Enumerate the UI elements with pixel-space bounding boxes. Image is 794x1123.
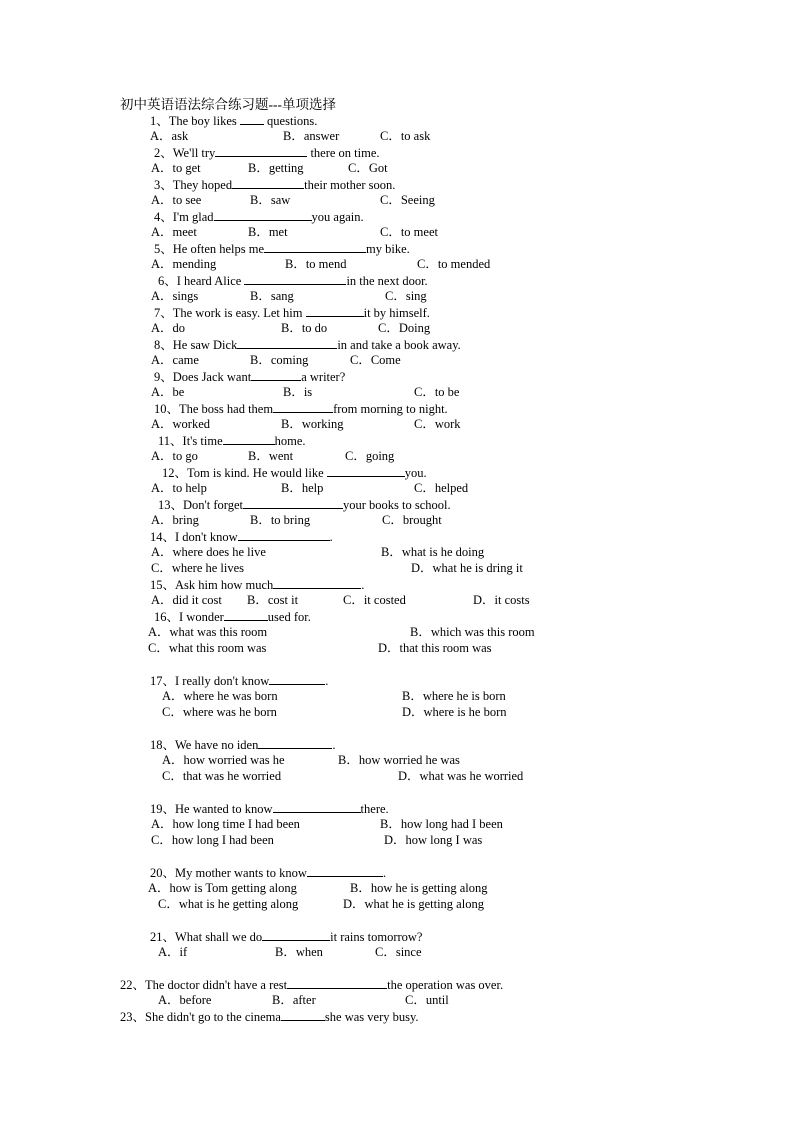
option-13-c[interactable]: C．brought [382, 513, 442, 527]
question-text-end: from morning to night. [333, 402, 448, 416]
question-text: 20、My mother wants to know [150, 866, 307, 880]
question-10 [154, 401, 448, 417]
question-text-end: . [325, 674, 329, 688]
question-text-end: in and take a book away. [337, 338, 461, 352]
option-3-a[interactable]: A．to see [151, 193, 202, 207]
option-10-c[interactable]: C．work [414, 417, 461, 431]
option-9-c[interactable]: C．to be [414, 385, 460, 399]
question-text: 11、It's time [158, 434, 223, 448]
option-20-c[interactable]: C．what is he getting along [158, 897, 299, 911]
answer-blank[interactable] [327, 465, 405, 477]
question-21 [150, 929, 422, 945]
question-text-end: you again. [311, 210, 364, 224]
answer-blank[interactable] [273, 401, 333, 413]
option-22-a[interactable]: A．before [158, 993, 212, 1007]
question-text: 3、They hoped [154, 178, 233, 192]
answer-blank[interactable] [238, 529, 330, 541]
question-text-end: my bike. [366, 242, 410, 256]
option-19-b[interactable]: B．how long had I been [380, 817, 503, 831]
question-8 [154, 337, 461, 353]
question-text: 21、What shall we do [150, 930, 263, 944]
answer-blank[interactable] [244, 273, 346, 285]
question-text-end: . [332, 738, 336, 752]
option-17-d[interactable]: D．where is he born [402, 705, 507, 719]
question-18 [150, 737, 335, 753]
option-18-c[interactable]: C．that was he worried [162, 769, 282, 783]
option-14-a[interactable]: A．where does he live [151, 545, 266, 559]
question-text-end: in the next door. [346, 274, 428, 288]
option-4-a[interactable]: A．meet [151, 225, 197, 239]
option-19-a[interactable]: A．how long time I had been [151, 817, 300, 831]
answer-blank[interactable] [214, 209, 312, 221]
question-text-end: the operation was over. [387, 978, 504, 992]
question-text-end: it rains tomorrow? [330, 930, 423, 944]
question-text: 2、We'll try [154, 146, 216, 160]
option-5-b[interactable]: B．to mend [285, 257, 347, 271]
question-text: 12、Tom is kind. He would like [162, 466, 327, 480]
question-text: 8、He saw Dick [154, 338, 238, 352]
answer-blank[interactable] [281, 1009, 325, 1021]
question-4 [154, 209, 364, 225]
option-4-c[interactable]: C．to meet [380, 225, 438, 239]
question-19 [150, 801, 389, 817]
question-text: 17、I really don't know [150, 674, 270, 688]
question-text-end: you. [404, 466, 427, 480]
question-17 [150, 673, 328, 689]
question-text: 19、He wanted to know [150, 802, 273, 816]
question-9 [154, 369, 345, 385]
answer-blank[interactable] [264, 241, 366, 253]
answer-blank[interactable] [237, 337, 337, 349]
question-text: 7、The work is easy. Let him [154, 306, 306, 320]
question-text: 16、I wonder [154, 610, 224, 624]
question-22 [120, 977, 503, 993]
question-text-end: there. [360, 802, 389, 816]
option-15-d[interactable]: D．it costs [473, 593, 530, 607]
option-3-b[interactable]: B．saw [250, 193, 291, 207]
question-16 [154, 609, 311, 625]
option-17-a[interactable]: A．where he was born [162, 689, 278, 703]
option-7-a[interactable]: A．do [151, 321, 186, 335]
option-20-d[interactable]: D．what he is getting along [343, 897, 484, 911]
option-22-c[interactable]: C．until [405, 993, 449, 1007]
question-6 [158, 273, 428, 289]
question-text: 23、She didn't go to the cinema [120, 1010, 281, 1024]
option-21-b[interactable]: B．when [275, 945, 323, 959]
option-7-b[interactable]: B．to do [281, 321, 328, 335]
question-text-end: . [382, 866, 387, 880]
question-text: 6、I heard Alice [158, 274, 245, 288]
option-2-a[interactable]: A．to get [151, 161, 201, 175]
question-text-end: their mother soon. [304, 178, 396, 192]
answer-blank[interactable] [251, 369, 301, 381]
question-15 [150, 577, 364, 593]
question-11 [158, 433, 306, 449]
question-text: 22、The doctor didn't have a rest [120, 978, 288, 992]
option-18-a[interactable]: A．how worried was he [162, 753, 285, 767]
option-18-d[interactable]: D．what was he worried [398, 769, 524, 783]
answer-blank[interactable] [215, 145, 307, 157]
answer-blank[interactable] [224, 609, 268, 621]
option-5-a[interactable]: A．mending [151, 257, 217, 271]
option-22-b[interactable]: B．after [272, 993, 316, 1007]
option-19-d[interactable]: D．how long I was [384, 833, 483, 847]
question-text-end: it by himself. [363, 306, 430, 320]
option-16-b[interactable]: B．which was this room [410, 625, 535, 639]
question-text: 10、The boss had them [154, 402, 274, 416]
question-text: 1、The boy likes [150, 114, 240, 128]
question-text: 5、He often helps me [154, 242, 265, 256]
option-6-b[interactable]: B．sang [250, 289, 294, 303]
option-14-d[interactable]: D．what he is dring it [411, 561, 523, 575]
option-15-b[interactable]: B．cost it [247, 593, 299, 607]
answer-blank[interactable] [306, 305, 364, 317]
question-14 [150, 529, 333, 545]
question-text-end: home. [274, 434, 306, 448]
option-11-a[interactable]: A．to go [151, 449, 198, 463]
option-20-a[interactable]: A．how is Tom getting along [148, 881, 297, 895]
question-text-end: . [361, 578, 365, 592]
question-20 [150, 865, 386, 881]
question-3 [154, 177, 395, 193]
option-1-b[interactable]: B．answer [283, 129, 340, 143]
answer-blank[interactable] [273, 577, 361, 589]
page-title: 初中英语语法综合练习题---单项选择 [120, 97, 336, 112]
question-text: 18、We have no iden [150, 738, 259, 752]
option-15-a[interactable]: A．did it cost [151, 593, 222, 607]
option-15-c[interactable]: C．it costed [343, 593, 406, 607]
question-13 [158, 497, 451, 513]
option-18-b[interactable]: B．how worried he was [338, 753, 460, 767]
question-23 [120, 1009, 419, 1025]
option-1-c[interactable]: C．to ask [380, 129, 431, 143]
answer-blank[interactable] [232, 177, 304, 189]
option-17-c[interactable]: C．where was he born [162, 705, 277, 719]
answer-blank[interactable] [240, 113, 264, 125]
option-21-c[interactable]: C．since [375, 945, 422, 959]
answer-blank[interactable] [287, 977, 387, 989]
option-8-a[interactable]: A．came [151, 353, 199, 367]
question-text-end: a writer? [301, 370, 346, 384]
answer-blank[interactable] [307, 865, 383, 877]
question-text-end: used for. [267, 610, 311, 624]
option-19-c[interactable]: C．how long I had been [151, 833, 274, 847]
option-6-a[interactable]: A．sings [151, 289, 199, 303]
question-text: 15、Ask him how much [150, 578, 274, 592]
question-text-end: . [329, 530, 333, 544]
question-text: 4、I'm glad [154, 210, 214, 224]
question-text: 14、I don't know [150, 530, 238, 544]
question-text-end: questions. [263, 114, 318, 128]
answer-blank[interactable] [223, 433, 275, 445]
option-12-b[interactable]: B．help [281, 481, 324, 495]
option-7-c[interactable]: C．Doing [378, 321, 431, 335]
option-10-a[interactable]: A．worked [151, 417, 211, 431]
option-14-c[interactable]: C．where he lives [151, 561, 245, 575]
answer-blank[interactable] [273, 801, 361, 813]
question-text-end: your books to school. [343, 498, 451, 512]
option-16-c[interactable]: C．what this room was [148, 641, 267, 655]
answer-blank[interactable] [258, 737, 332, 749]
question-text-end: she was very busy. [324, 1010, 419, 1024]
answer-blank[interactable] [243, 497, 343, 509]
option-6-c[interactable]: C．sing [385, 289, 427, 303]
option-10-b[interactable]: B．working [281, 417, 344, 431]
option-16-d[interactable]: D．that this room was [378, 641, 492, 655]
question-2 [154, 145, 380, 161]
option-8-b[interactable]: B．coming [250, 353, 309, 367]
question-7 [154, 305, 430, 321]
question-1 [150, 113, 317, 129]
question-12 [162, 465, 427, 481]
option-14-b[interactable]: B．what is he doing [381, 545, 485, 559]
option-13-b[interactable]: B．to bring [250, 513, 311, 527]
option-12-c[interactable]: C．helped [414, 481, 469, 495]
option-3-c[interactable]: C．Seeing [380, 193, 435, 207]
question-text: 9、Does Jack want [154, 370, 252, 384]
option-5-c[interactable]: C．to mended [417, 257, 491, 271]
option-21-a[interactable]: A．if [158, 945, 188, 959]
answer-blank[interactable] [269, 673, 325, 685]
option-9-a[interactable]: A．be [151, 385, 185, 399]
option-1-a[interactable]: A．ask [150, 129, 189, 143]
option-17-b[interactable]: B．where he is born [402, 689, 506, 703]
question-text-end: there on time. [307, 146, 380, 160]
question-text: 13、Don't forget [158, 498, 243, 512]
option-4-b[interactable]: B．met [248, 225, 288, 239]
option-13-a[interactable]: A．bring [151, 513, 199, 527]
option-2-b[interactable]: B．getting [248, 161, 304, 175]
option-20-b[interactable]: B．how he is getting along [350, 881, 488, 895]
option-16-a[interactable]: A．what was this room [148, 625, 268, 639]
question-5 [154, 241, 410, 257]
option-12-a[interactable]: A．to help [151, 481, 207, 495]
option-8-c[interactable]: C．Come [350, 353, 401, 367]
option-9-b[interactable]: B．is [283, 385, 313, 399]
option-11-c[interactable]: C．going [345, 449, 395, 463]
option-11-b[interactable]: B．went [248, 449, 294, 463]
answer-blank[interactable] [262, 929, 330, 941]
option-2-c[interactable]: C．Got [348, 161, 388, 175]
